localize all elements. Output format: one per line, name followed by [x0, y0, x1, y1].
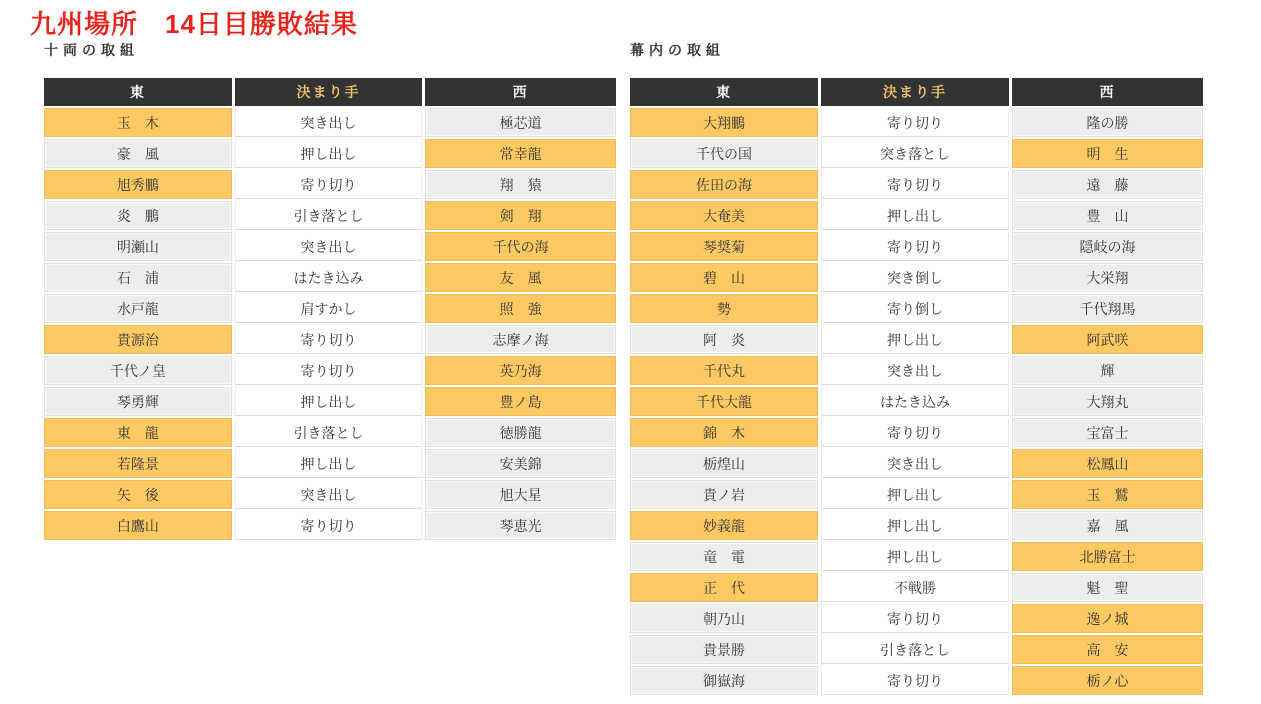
west-rikishi-cell: 豊ノ島	[425, 387, 616, 418]
east-rikishi-cell: 千代ノ皇	[44, 356, 235, 387]
table-row	[630, 356, 1203, 387]
kimarite-cell: はたき込み	[821, 387, 1012, 418]
table-header-west: 西	[425, 78, 616, 108]
west-rikishi-cell: 逸ノ城	[1012, 604, 1203, 635]
kimarite-cell: 肩すかし	[235, 294, 426, 325]
table-row	[630, 511, 1203, 542]
west-rikishi-cell: 宝富士	[1012, 418, 1203, 449]
east-rikishi-cell: 御嶽海	[630, 666, 821, 697]
east-rikishi-cell: 貴ノ岩	[630, 480, 821, 511]
east-rikishi-cell: 千代大龍	[630, 387, 821, 418]
east-rikishi-cell: 旭秀鵬	[44, 170, 235, 201]
east-rikishi-cell: 千代の国	[630, 139, 821, 170]
east-rikishi-cell: 水戸龍	[44, 294, 235, 325]
west-rikishi-cell: 隆の勝	[1012, 108, 1203, 139]
table-row	[630, 542, 1203, 573]
east-rikishi-cell: 矢 後	[44, 480, 235, 511]
kimarite-cell: 突き落とし	[821, 139, 1012, 170]
kimarite-cell: 不戦勝	[821, 573, 1012, 604]
table-row	[44, 480, 616, 511]
kimarite-cell: 引き落とし	[235, 418, 426, 449]
east-rikishi-cell: 碧 山	[630, 263, 821, 294]
west-rikishi-cell: 友 風	[425, 263, 616, 294]
kimarite-cell: 引き落とし	[821, 635, 1012, 666]
table-row	[630, 170, 1203, 201]
table-row	[630, 604, 1203, 635]
table-head	[630, 78, 1203, 108]
west-rikishi-cell: 北勝富士	[1012, 542, 1203, 573]
east-rikishi-cell: 朝乃山	[630, 604, 821, 635]
section-makuuchi	[630, 42, 1203, 697]
east-rikishi-cell: 佐田の海	[630, 170, 821, 201]
table-row	[630, 666, 1203, 697]
table-row	[44, 139, 616, 170]
west-rikishi-cell: 玉 鷲	[1012, 480, 1203, 511]
kimarite-cell: 引き落とし	[235, 201, 426, 232]
west-rikishi-cell: 大栄翔	[1012, 263, 1203, 294]
west-rikishi-cell: 嘉 風	[1012, 511, 1203, 542]
table-row	[630, 201, 1203, 232]
east-rikishi-cell: 大翔鵬	[630, 108, 821, 139]
table-row	[630, 294, 1203, 325]
east-rikishi-cell: 白鷹山	[44, 511, 235, 542]
west-rikishi-cell: 剣 翔	[425, 201, 616, 232]
east-rikishi-cell: 豪 風	[44, 139, 235, 170]
table-row	[44, 449, 616, 480]
kimarite-cell: 突き出し	[821, 449, 1012, 480]
west-rikishi-cell: 極芯道	[425, 108, 616, 139]
kimarite-cell: 寄り切り	[235, 356, 426, 387]
east-rikishi-cell: 琴奨菊	[630, 232, 821, 263]
east-rikishi-cell: 錦 木	[630, 418, 821, 449]
east-rikishi-cell: 玉 木	[44, 108, 235, 139]
east-rikishi-cell: 阿 炎	[630, 325, 821, 356]
west-rikishi-cell: 旭大星	[425, 480, 616, 511]
table-row	[44, 511, 616, 542]
table-row	[630, 480, 1203, 511]
section-juryo	[44, 42, 616, 542]
table-row	[44, 387, 616, 418]
west-rikishi-cell: 輝	[1012, 356, 1203, 387]
kimarite-cell: 寄り切り	[821, 666, 1012, 697]
section-title: 幕内の取組	[630, 42, 725, 58]
table-header-east: 東	[44, 78, 235, 108]
east-rikishi-cell: 貴源治	[44, 325, 235, 356]
east-rikishi-cell: 明瀬山	[44, 232, 235, 263]
west-rikishi-cell: 英乃海	[425, 356, 616, 387]
east-rikishi-cell: 勢	[630, 294, 821, 325]
table-row	[630, 325, 1203, 356]
west-rikishi-cell: 高 安	[1012, 635, 1203, 666]
kimarite-cell: 寄り切り	[821, 108, 1012, 139]
kimarite-cell: 突き出し	[235, 232, 426, 263]
table-header-row	[630, 78, 1203, 108]
kimarite-cell: 寄り切り	[235, 511, 426, 542]
table-row	[630, 573, 1203, 604]
table-row	[630, 139, 1203, 170]
kimarite-cell: 押し出し	[821, 542, 1012, 573]
kimarite-cell: 寄り切り	[821, 604, 1012, 635]
west-rikishi-cell: 千代翔馬	[1012, 294, 1203, 325]
east-rikishi-cell: 妙義龍	[630, 511, 821, 542]
kimarite-cell: 寄り切り	[235, 170, 426, 201]
table-row	[44, 356, 616, 387]
east-rikishi-cell: 炎 鵬	[44, 201, 235, 232]
table-row	[630, 635, 1203, 666]
west-rikishi-cell: 明 生	[1012, 139, 1203, 170]
west-rikishi-cell: 千代の海	[425, 232, 616, 263]
kimarite-cell: 押し出し	[821, 325, 1012, 356]
east-rikishi-cell: 琴勇輝	[44, 387, 235, 418]
east-rikishi-cell: 栃煌山	[630, 449, 821, 480]
west-rikishi-cell: 松鳳山	[1012, 449, 1203, 480]
table-row	[630, 232, 1203, 263]
page-title: 九州場所 14日目勝敗結果	[30, 9, 358, 39]
east-rikishi-cell: 貴景勝	[630, 635, 821, 666]
west-rikishi-cell: 琴恵光	[425, 511, 616, 542]
east-rikishi-cell: 大奄美	[630, 201, 821, 232]
table-row	[44, 170, 616, 201]
section-title: 十両の取組	[44, 42, 139, 58]
table-row	[630, 418, 1203, 449]
makuuchi-results-table	[630, 78, 1203, 697]
kimarite-cell: 突き倒し	[821, 263, 1012, 294]
west-rikishi-cell: 隠岐の海	[1012, 232, 1203, 263]
table-header-kimarite: 決まり手	[235, 78, 426, 108]
kimarite-cell: 押し出し	[821, 511, 1012, 542]
table-row	[44, 325, 616, 356]
west-rikishi-cell: 安美錦	[425, 449, 616, 480]
table-row	[44, 294, 616, 325]
west-rikishi-cell: 栃ノ心	[1012, 666, 1203, 697]
table-header-east: 東	[630, 78, 821, 108]
kimarite-cell: 突き出し	[235, 108, 426, 139]
kimarite-cell: 押し出し	[235, 387, 426, 418]
table-row	[44, 232, 616, 263]
east-rikishi-cell: 東 龍	[44, 418, 235, 449]
juryo-results-table	[44, 78, 616, 542]
kimarite-cell: 押し出し	[235, 449, 426, 480]
kimarite-cell: 寄り切り	[821, 232, 1012, 263]
table-row	[630, 387, 1203, 418]
east-rikishi-cell: 若隆景	[44, 449, 235, 480]
table-row	[630, 263, 1203, 294]
kimarite-cell: 寄り切り	[821, 418, 1012, 449]
east-rikishi-cell: 石 浦	[44, 263, 235, 294]
kimarite-cell: 押し出し	[821, 201, 1012, 232]
east-rikishi-cell: 正 代	[630, 573, 821, 604]
table-row	[44, 201, 616, 232]
table-body	[630, 108, 1203, 697]
table-row	[44, 418, 616, 449]
kimarite-cell: 突き出し	[235, 480, 426, 511]
west-rikishi-cell: 大翔丸	[1012, 387, 1203, 418]
kimarite-cell: 寄り倒し	[821, 294, 1012, 325]
west-rikishi-cell: 翔 猿	[425, 170, 616, 201]
kimarite-cell: 押し出し	[235, 139, 426, 170]
table-head	[44, 78, 616, 108]
table-row	[630, 108, 1203, 139]
west-rikishi-cell: 遠 藤	[1012, 170, 1203, 201]
west-rikishi-cell: 魁 聖	[1012, 573, 1203, 604]
table-body	[44, 108, 616, 542]
table-row	[630, 449, 1203, 480]
west-rikishi-cell: 照 強	[425, 294, 616, 325]
kimarite-cell: 突き出し	[821, 356, 1012, 387]
west-rikishi-cell: 志摩ノ海	[425, 325, 616, 356]
table-header-west: 西	[1012, 78, 1203, 108]
kimarite-cell: はたき込み	[235, 263, 426, 294]
kimarite-cell: 寄り切り	[235, 325, 426, 356]
table-row	[44, 263, 616, 294]
east-rikishi-cell: 千代丸	[630, 356, 821, 387]
west-rikishi-cell: 常幸龍	[425, 139, 616, 170]
kimarite-cell: 寄り切り	[821, 170, 1012, 201]
table-header-kimarite: 決まり手	[821, 78, 1012, 108]
west-rikishi-cell: 阿武咲	[1012, 325, 1203, 356]
table-row	[44, 108, 616, 139]
east-rikishi-cell: 竜 電	[630, 542, 821, 573]
west-rikishi-cell: 徳勝龍	[425, 418, 616, 449]
table-header-row	[44, 78, 616, 108]
kimarite-cell: 押し出し	[821, 480, 1012, 511]
west-rikishi-cell: 豊 山	[1012, 201, 1203, 232]
